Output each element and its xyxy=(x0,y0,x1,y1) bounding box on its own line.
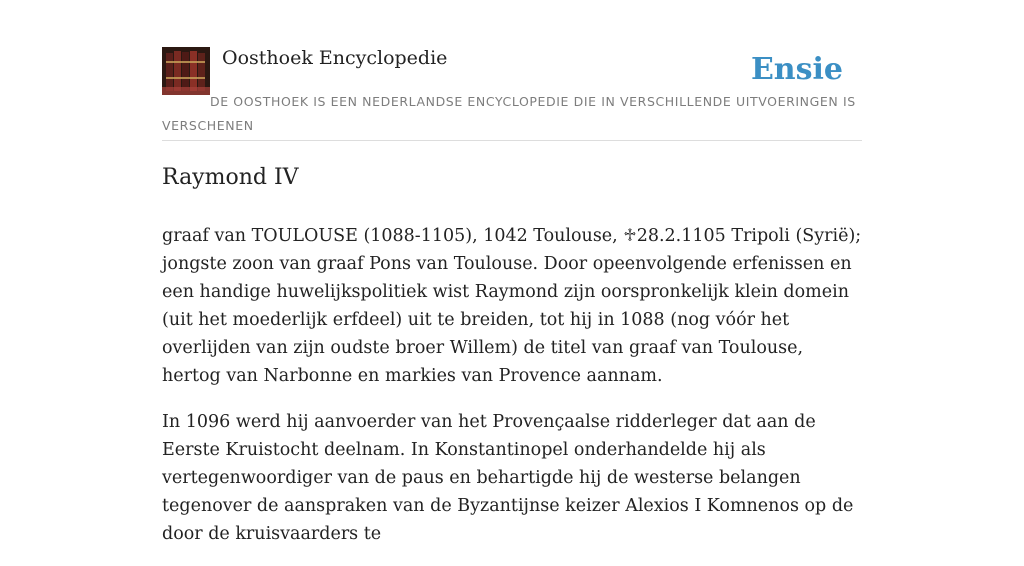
article-paragraph: In 1096 werd hij aanvoerder van het Provençaalse ridderleger dat aan de Eerste Kruistocht deelnam. In Konstantinopel onderhandelde hij als vertegenwoordiger van de paus en behartigde hij de westerse belangen tegenover de aanspraken van de Byzantijnse keizer Alexios I Komnenos op de door de kruisvaarders te xyxy=(162,412,854,544)
article-paragraph: graaf van TOULOUSE (1088-1105), 1042 Toulouse, ♱28.2.1105 Tripoli (Syrië); jongste zoon van graaf Pons van Toulouse. Door opeenvolgende erfenissen en een handige huwelijkspolitiek wist Raymond zijn oorspronkelijk klein domein (uit het moederlijk erfdeel) uit te breiden, tot hij in 1088 (nog vóór het overlijden van zijn oudste broer Willem) de titel van graaf van Toulouse, hertog van Narbonne en markies van Provence aannam. xyxy=(162,226,862,386)
site-name[interactable]: Oosthoek Encyclopedie xyxy=(222,47,448,69)
site-tagline: DE OOSTHOEK IS EEN NEDERLANDSE ENCYCLOPEDIE DIE IN VERSCHILLENDE UITVOERINGEN IS VERSCHENEN xyxy=(162,94,856,133)
article xyxy=(162,162,862,566)
encyclopedia-books-icon[interactable] xyxy=(162,47,210,95)
brand-logo[interactable]: Ensie xyxy=(750,52,843,87)
article-title: Raymond IV xyxy=(162,165,299,190)
site-header xyxy=(162,46,862,141)
